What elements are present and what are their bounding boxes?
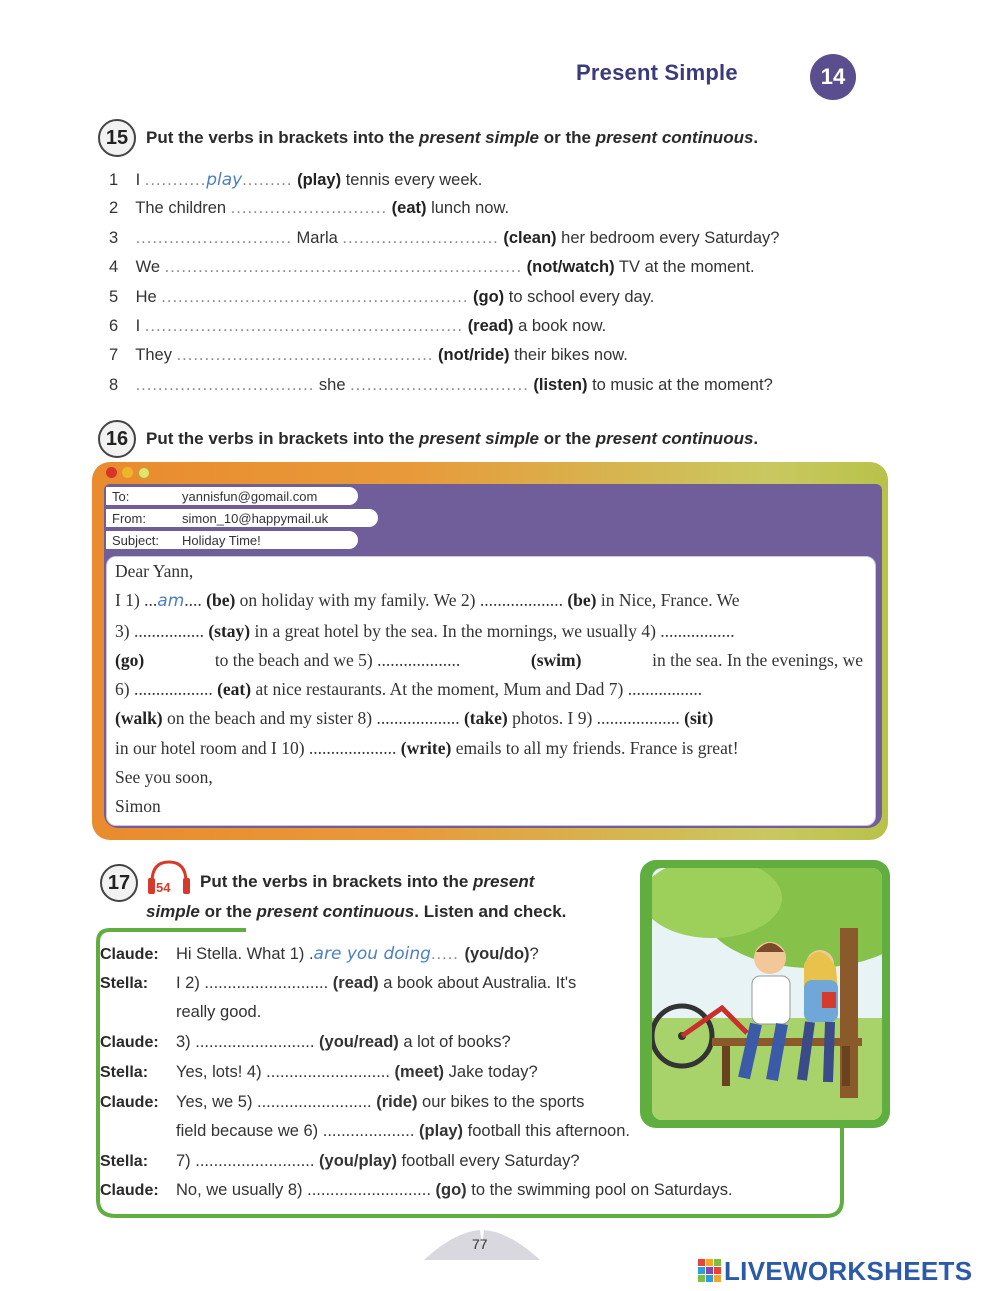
dialogue-blank-8[interactable]: No, we usually 8) ........................... (176, 1181, 436, 1199)
dialogue-blank-3[interactable]: 3) .......................... (176, 1033, 320, 1051)
dialogue-answer-1[interactable]: are you doing (313, 944, 431, 964)
dialogue-blank-4[interactable]: Yes, lots! 4) ........................... (176, 1063, 395, 1081)
exercise-15-line-8: 8 ................................ she ................................ (listen) to music at the moment? (109, 376, 773, 394)
page-number: 77 (472, 1236, 488, 1252)
dialogue-line-3: really good. (176, 1003, 262, 1021)
email-line-3: (go) to the beach and we 5) ................... (swim) in the sea. In the evenings, we (115, 649, 863, 670)
liveworksheets-logo-icon (698, 1259, 722, 1283)
email-line-5: (walk) on the beach and my sister 8) ................... (take) photos. I 9) ................... (sit) (115, 708, 714, 729)
dialogue-line-7: field because we 6) .................... (play) football this afternoon. (176, 1122, 630, 1140)
answer-input-2[interactable]: ............................ (230, 199, 388, 217)
exercise-17-number: 17 (100, 864, 138, 902)
dialogue-blank-5[interactable]: Yes, we 5) ......................... (176, 1093, 377, 1111)
answer-input-4[interactable]: ................................................................ (164, 258, 523, 276)
email-line-6: in our hotel room and I 10) .................... (write) emails to all my friends. France is great! (115, 737, 739, 758)
exercise-17-instruction-line-1: Put the verbs in brackets into the present (200, 872, 535, 891)
dialogue-line-5: Stella: Yes, lots! 4) ........................... (meet) Jake today? (100, 1063, 538, 1081)
dialogue-line-6: Claude: Yes, we 5) ......................... (ride) our bikes to the sports (100, 1093, 585, 1111)
email-answer-1[interactable]: am (157, 591, 185, 612)
email-subject-field: Subject: Holiday Time! (106, 531, 358, 549)
exercise-15-line-3: 3 ............................ Marla ............................ (clean) her bedroom every Saturday? (109, 229, 780, 247)
maximize-dot-icon (138, 467, 150, 479)
email-from-field: From: simon_10@happymail.uk (106, 509, 378, 527)
exercise-15-line-2: 2 The children ............................ (eat) lunch now. (109, 199, 510, 217)
exercise-15-line-5: 5 He ....................................................... (go) to school every day. (109, 288, 655, 306)
dialogue-blank-6[interactable]: field because we 6) .................... (176, 1122, 420, 1140)
email-line-1: I 1) ...am.... (be) on holiday with my family. We 2) ................... (be) in Nice, France. We (115, 590, 740, 612)
dialogue-line-8: Stella: 7) .......................... (you/play) football every Saturday? (100, 1152, 580, 1170)
dialogue-line-9: Claude: No, we usually 8) ........................... (go) to the swimming pool on Saturdays. (100, 1181, 733, 1199)
minimize-dot-icon (122, 467, 133, 478)
answer-input-8b[interactable]: ................................ (350, 376, 529, 394)
close-dot-icon (106, 467, 117, 478)
email-signature: Simon (115, 796, 161, 817)
dialogue-line-2: Stella: I 2) ........................... (read) a book about Australia. It's (100, 974, 577, 992)
email-closing: See you soon, (115, 767, 213, 788)
exercise-15-line-4: 4 We ................................................................ (not/watch) TV at the moment. (109, 258, 755, 276)
exercise-15-number: 15 (98, 119, 136, 157)
answer-input-8a[interactable]: ................................ (135, 376, 315, 394)
answer-input-3a[interactable]: ............................ (135, 229, 292, 247)
exercise-15-instruction: Put the verbs in brackets into the present simple or the present continuous. (146, 128, 759, 147)
audio-track-number: 54 (156, 880, 171, 895)
answer-input-7[interactable]: .............................................. (176, 346, 434, 364)
email-greeting: Dear Yann, (115, 561, 194, 581)
exercise-15-line-7: 7 They .............................................. (not/ride) their bikes now. (109, 346, 628, 364)
illustration-couple-on-bench (652, 868, 882, 1120)
exercise-15-line-1: 1 I ...........play......... (play) tennis every week. (109, 170, 483, 190)
dialogue-blank-7[interactable]: 7) .......................... (176, 1152, 320, 1170)
email-line-2: 3) ................ (stay) in a great hotel by the sea. In the mornings, we usually 4) ................. (115, 620, 735, 641)
answer-input-5[interactable]: ....................................................... (161, 288, 469, 306)
dialogue-line-4: Claude: 3) .......................... (you/read) a lot of books? (100, 1033, 511, 1051)
exercise-16-number: 16 (98, 420, 136, 458)
dialogue-line-1: Claude: Hi Stella. What 1) .are you doing..... (you/do)? (100, 944, 539, 964)
answer-input-1[interactable]: play (206, 170, 243, 190)
answer-input-3b[interactable]: ............................ (342, 229, 499, 247)
email-text (115, 557, 863, 822)
email-to-field: To: yannisfun@gomail.com (106, 487, 358, 505)
brand-name: LIVEWORKSHEETS (724, 1256, 973, 1286)
page-title: Present Simple (576, 60, 738, 85)
exercise-15-line-6: 6 I ......................................................... (read) a book now. (109, 317, 607, 335)
exercise-17-instruction-line-2: simple or the present continuous. Listen and check. (146, 902, 567, 921)
exercise-16-instruction: Put the verbs in brackets into the present simple or the present continuous. (146, 429, 759, 448)
answer-input-6[interactable]: ......................................................... (144, 317, 464, 335)
unit-number-badge: 14 (810, 54, 856, 100)
email-line-4: 6) .................. (eat) at nice restaurants. At the moment, Mum and Dad 7) ................. (115, 679, 703, 700)
dialogue-blank-2[interactable]: I 2) ........................... (176, 974, 333, 992)
